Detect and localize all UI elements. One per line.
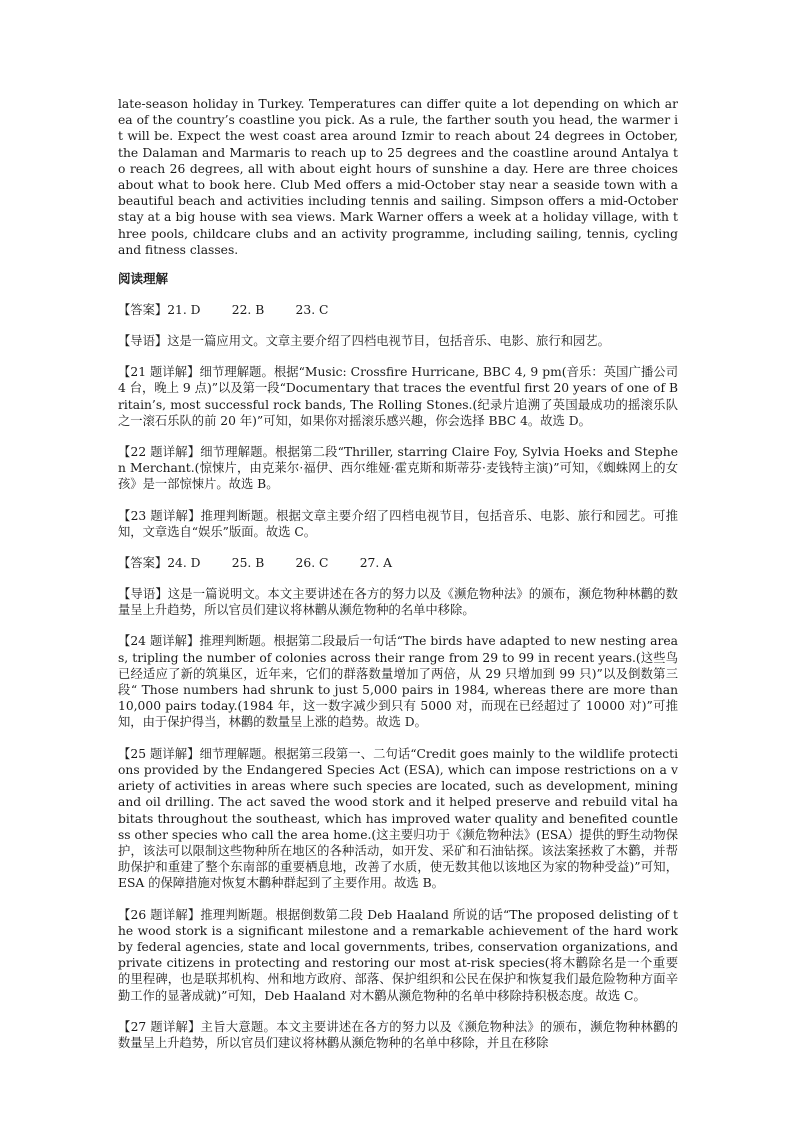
- q21-text: 细节理解题。根据“Music: Crossfire Hurricane, BBC 4, 9 pm(音乐：英国广播公司 4 台，晚上 9 点)”以及第一段“Documentary that traces the eventful first 20 years of one of Britain’s, most successful rock bands, The Rolling Stones.(纪录片追溯了英国最成功的摇滚乐队之一滚石乐队的前 20 年)”可知，如果你对摇滚乐感兴趣，你会选择 BBC 4。故选 D。: [118, 365, 679, 428]
- q26-explanation: [118, 907, 678, 1004]
- q25-label: 【25 题详解】: [118, 746, 200, 761]
- q24-text: 推理判断题。根据第二段最后一句话“The birds have adapted to new nesting areas, tripling the number of colonies across their range from 29 to 99 in recent years.(这些鸟已经适应了新的筑巢区，近年来，它们的群落数量增加了两倍，从 29 只增加到 99 只)”以及倒数第三段“ Those numbers had shrunk to just 5,000 pairs in 1984, whereas there are more than 10,000 pairs today.(1984 年，这一数字减少到只有 5000 对，而现在已经超过了 10000 对)”可推知，由于保护得当，林鹳的数量呈上涨的趋势。故选 D。: [118, 634, 678, 730]
- q24-label: 【24 题详解】: [118, 634, 200, 649]
- guide-text: 这是一篇说明文。本文主要讲述在各方的努力以及《濒危物种法》的颁布，濒危物种林鹳的数量呈上升趋势，所以官员们建议将林鹳从濒危物种的名单中移除。: [118, 587, 678, 618]
- guide-label: 【导语】: [118, 334, 168, 349]
- q22-text: 细节理解题。根据第二段“Thriller, starring Claire Foy, Sylvia Hoeks and Stephen Merchant.(惊悚片，由克莱尔·福伊、西尔维娅·霍克斯和斯蒂芬·麦钱特主演)”可知，《蜘蛛网上的女孩》是一部惊悚片。故选 B。: [118, 445, 678, 492]
- section-title: 阅读理解: [118, 271, 169, 287]
- guide-label: 【导语】: [118, 587, 168, 602]
- answer-line-2: 【答案】24. D 25. B 26. C 27. A: [118, 556, 393, 571]
- q27-label: 【27 题详解】: [118, 1019, 201, 1034]
- q23-text: 推理判断题。根据文章主要介绍了四档电视节目，包括音乐、电影、旅行和园艺。可推知，文章选自“娱乐”版面。故选 C。: [118, 508, 678, 539]
- guide-paragraph-1: [118, 333, 678, 349]
- q21-label: 【21 题详解】: [118, 365, 200, 380]
- q23-explanation: [118, 508, 678, 540]
- q23-label: 【23 题详解】: [118, 508, 201, 523]
- document-page: [118, 96, 678, 1066]
- q25-text: 细节理解题。根据第三段第一、二句话“Credit goes mainly to the wildlife protections provided by the Endangered Species Act (ESA), which can impose restrictions on a variety of activities in areas where such species are located, such as development, mining and oil drilling. The act saved the wood stork and it helped preserve and rebuild vital habitats throughout the southeast, which has improved water quality and benefited countless other species who call the area home.(这主要归功于《濒危物种法》(ESA）提供的野生动物保护，该法可以限制这些物种所在地区的各种活动，如开发、采矿和石油钻探。该法案拯救了木鹳，并帮助保护和重建了整个东南部的重要栖息地，改善了水质，使无数其他以该地区为家的物种受益)”可知，ESA 的保障措施对恢复木鹳种群起到了主要作用。故选 B。: [118, 746, 678, 891]
- guide-paragraph-2: [118, 586, 678, 618]
- q27-explanation: [118, 1019, 678, 1051]
- guide-text: 这是一篇应用文。文章主要介绍了四档电视节目，包括音乐、电影、旅行和园艺。: [167, 334, 610, 349]
- q27-text: 主旨大意题。本文主要讲述在各方的努力以及《濒危物种法》的颁布，濒危物种林鹳的数量呈上升趋势，所以官员们建议将林鹳从濒危物种的名单中移除，并且在移除: [118, 1019, 678, 1050]
- answer-line-1: 【答案】21. D 22. B 23. C: [118, 303, 329, 318]
- q25-explanation: [118, 746, 678, 892]
- q24-explanation: [118, 633, 678, 730]
- intro-paragraph: late-season holiday in Turkey. Temperatures can differ quite a lot depending on which area of the country’s coastline you pick. As a rule, the farther south you head, the warmer it will be. Expect the west coast area around Izmir to reach about 24 degrees in October, the Dalaman and Marmaris to reach up to 25 degrees and the coastline around Antalya to reach 26 degrees, all with about eight hours of sunshine a day. Here are three choices about what to book here. Club Med offers a mid-October stay near a seaside town with a beautiful beach and activities including tennis and sailing. Simpson offers a mid-October stay at a big house with sea views. Mark Warner offers a week at a holiday village, with three pools, childcare clubs and an activity programme, including sailing, tennis, cycling and fitness classes.: [118, 97, 678, 257]
- q22-label: 【22 题详解】: [118, 445, 201, 460]
- q26-label: 【26 题详解】: [118, 907, 201, 922]
- q26-text: 推理判断题。根据倒数第二段 Deb Haaland 所说的话“The proposed delisting of the wood stork is a significant milestone and a remarkable achievement of the hard work by federal agencies, state and local governments, tribes, conservation organizations, and private citizens in protecting and restoring our most at-risk species(将木鹳除名是一个重要的里程碑，也是联邦机构、州和地方政府、部落、保护组织和公民在保护和恢复我们最危险物种方面辛勤工作的显著成就)”可知，Deb Haaland 对木鹳从濒危物种的名单中移除持积极态度。故选 C。: [118, 907, 678, 1003]
- q22-explanation: [118, 444, 678, 493]
- q21-explanation: [118, 364, 678, 429]
